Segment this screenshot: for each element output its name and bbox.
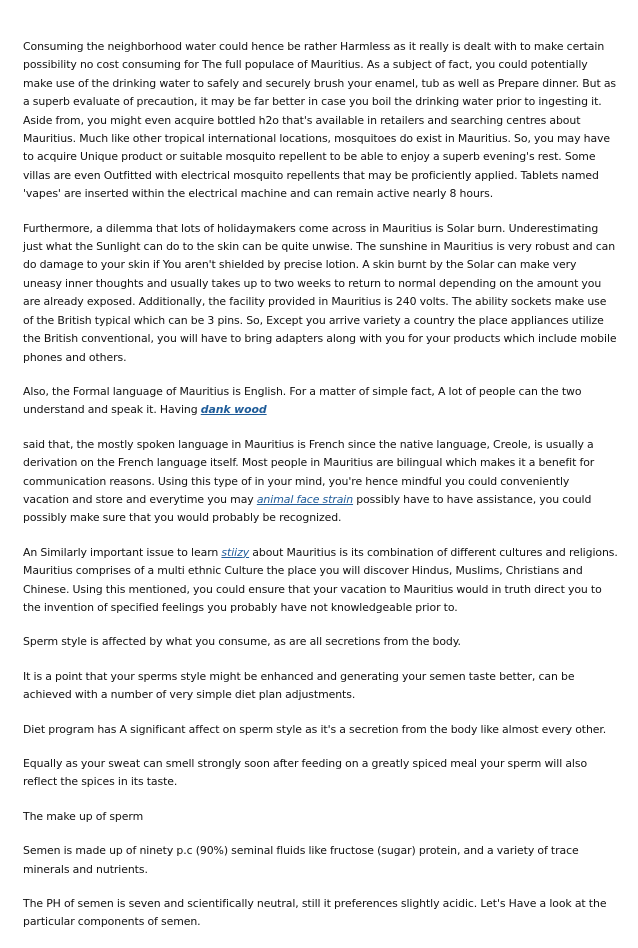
paragraph-spices: Equally as your sweat can smell strongly soon after feeding on a greatly spiced meal your sperm will also reflect the spices in its taste.: [23, 757, 588, 789]
paragraph-french-creole: [23, 436, 618, 528]
dank-wood-link[interactable]: dank wood: [200, 403, 267, 417]
stiizy-link[interactable]: stiizy: [221, 545, 250, 559]
animal-face-strain-link[interactable]: animal face strain: [256, 492, 354, 506]
paragraph-language: [23, 383, 618, 420]
paragraph-cultures-text: An Similarly important issue to learn: [23, 545, 222, 559]
paragraph-cultures: [23, 544, 618, 618]
document-body: [23, 38, 618, 948]
paragraph-sunburn-power: Furthermore, a dilemma that lots of holidaymakers come across in Mauritius is Solar burn. Underestimating just what the Sunlight can do to the skin can be quite unwise. The sunshine in Mauritius is very robust and can do damage to your skin if You aren't shielded by precise lotion. A skin burnt by the Solar can make very uneasy inner thoughts and usually takes up to two weeks to return to normal depending on the amount you are already exposed. Additionally, the facility provided in Mauritius is 240 volts. The ability sockets make use of the British typical which can be 3 pins. So, Except you arrive variety a country the place appliances utilize the British conventional, you will have to bring adapters along with you for your products which include mobile phones and others.: [23, 221, 617, 364]
paragraph-diet-affect: Diet program has A significant affect on sperm style as it's a secretion from the body like almost every other.: [23, 722, 607, 736]
paragraph-water-mosquitoes: Consuming the neighborhood water could hence be rather Harmless as it really is dealt with to make certain possibility no cost consuming for The full populace of Mauritius. As a subject of fact, you could potentially make use of the drinking water to safely and securely brush your enamel, tub as well as Prepare dinner. But as a superb evaluate of precaution, it may be far better in case you boil the drinking water prior to ingesting it. Aside from, you might even acquire bottled h2o that's available in retailers and searching centres about Mauritius. Much like other tropical international locations, mosquitoes do exist in Mauritius. So, you may have to acquire Unique product or suitable mosquito repellent to be able to enjoy a superb evening's rest. Some villas are even Outfitted with electrical mosquito repellents that may be proficiently applied. Tablets named 'vapes' are inserted within the electrical machine and can remain active nearly 8 hours.: [23, 40, 617, 201]
paragraph-language-text: Also, the Formal language of Mauritius is English. For a matter of simple fact, A lot of people can the two understand and speak it. Having: [23, 384, 582, 417]
paragraph-semen-composition: Semen is made up of ninety p.c (90%) seminal fluids like fructose (sugar) protein, and a variety of trace minerals and nutrients.: [23, 844, 579, 876]
paragraph-make-up-heading: The make up of sperm: [23, 809, 144, 823]
paragraph-french-creole-text-end: possibly have to have assistance, you could possibly make sure that you would probably be recognized.: [23, 492, 592, 525]
paragraph-semen-ph: The PH of semen is seven and scientifically neutral, still it preferences slightly acidic. Let's Have a look at the particular components of semen.: [23, 897, 607, 929]
paragraph-sperm-style: Sperm style is affected by what you consume, as are all secretions from the body.: [23, 635, 461, 649]
paragraph-diet-adjustments: It is a point that your sperms style might be enhanced and generating your semen taste better, can be achieved with a number of very simple diet plan adjustments.: [23, 669, 575, 702]
paragraph-cultures-text-end: about Mauritius is its combination of different cultures and religions. Mauritius comprises of a multi ethnic Culture the place you will discover Hindus, Muslims, Christians and Chinese. Using this mentioned, you could ensure that your vacation to Mauritius would in truth direct you to the invention of specified feelings you probably have not knowledgeable prior to.: [23, 545, 618, 614]
paragraph-french-creole-text: said that, the mostly spoken language in Mauritius is French since the native language, Creole, is usually a derivation on the French language itself. Most people in Mauritius are bilingual which makes it a benefit for communication reasons. Using this type of in your mind, you're hence mindful you could conveniently vacation and store and everytime you may: [23, 437, 595, 506]
